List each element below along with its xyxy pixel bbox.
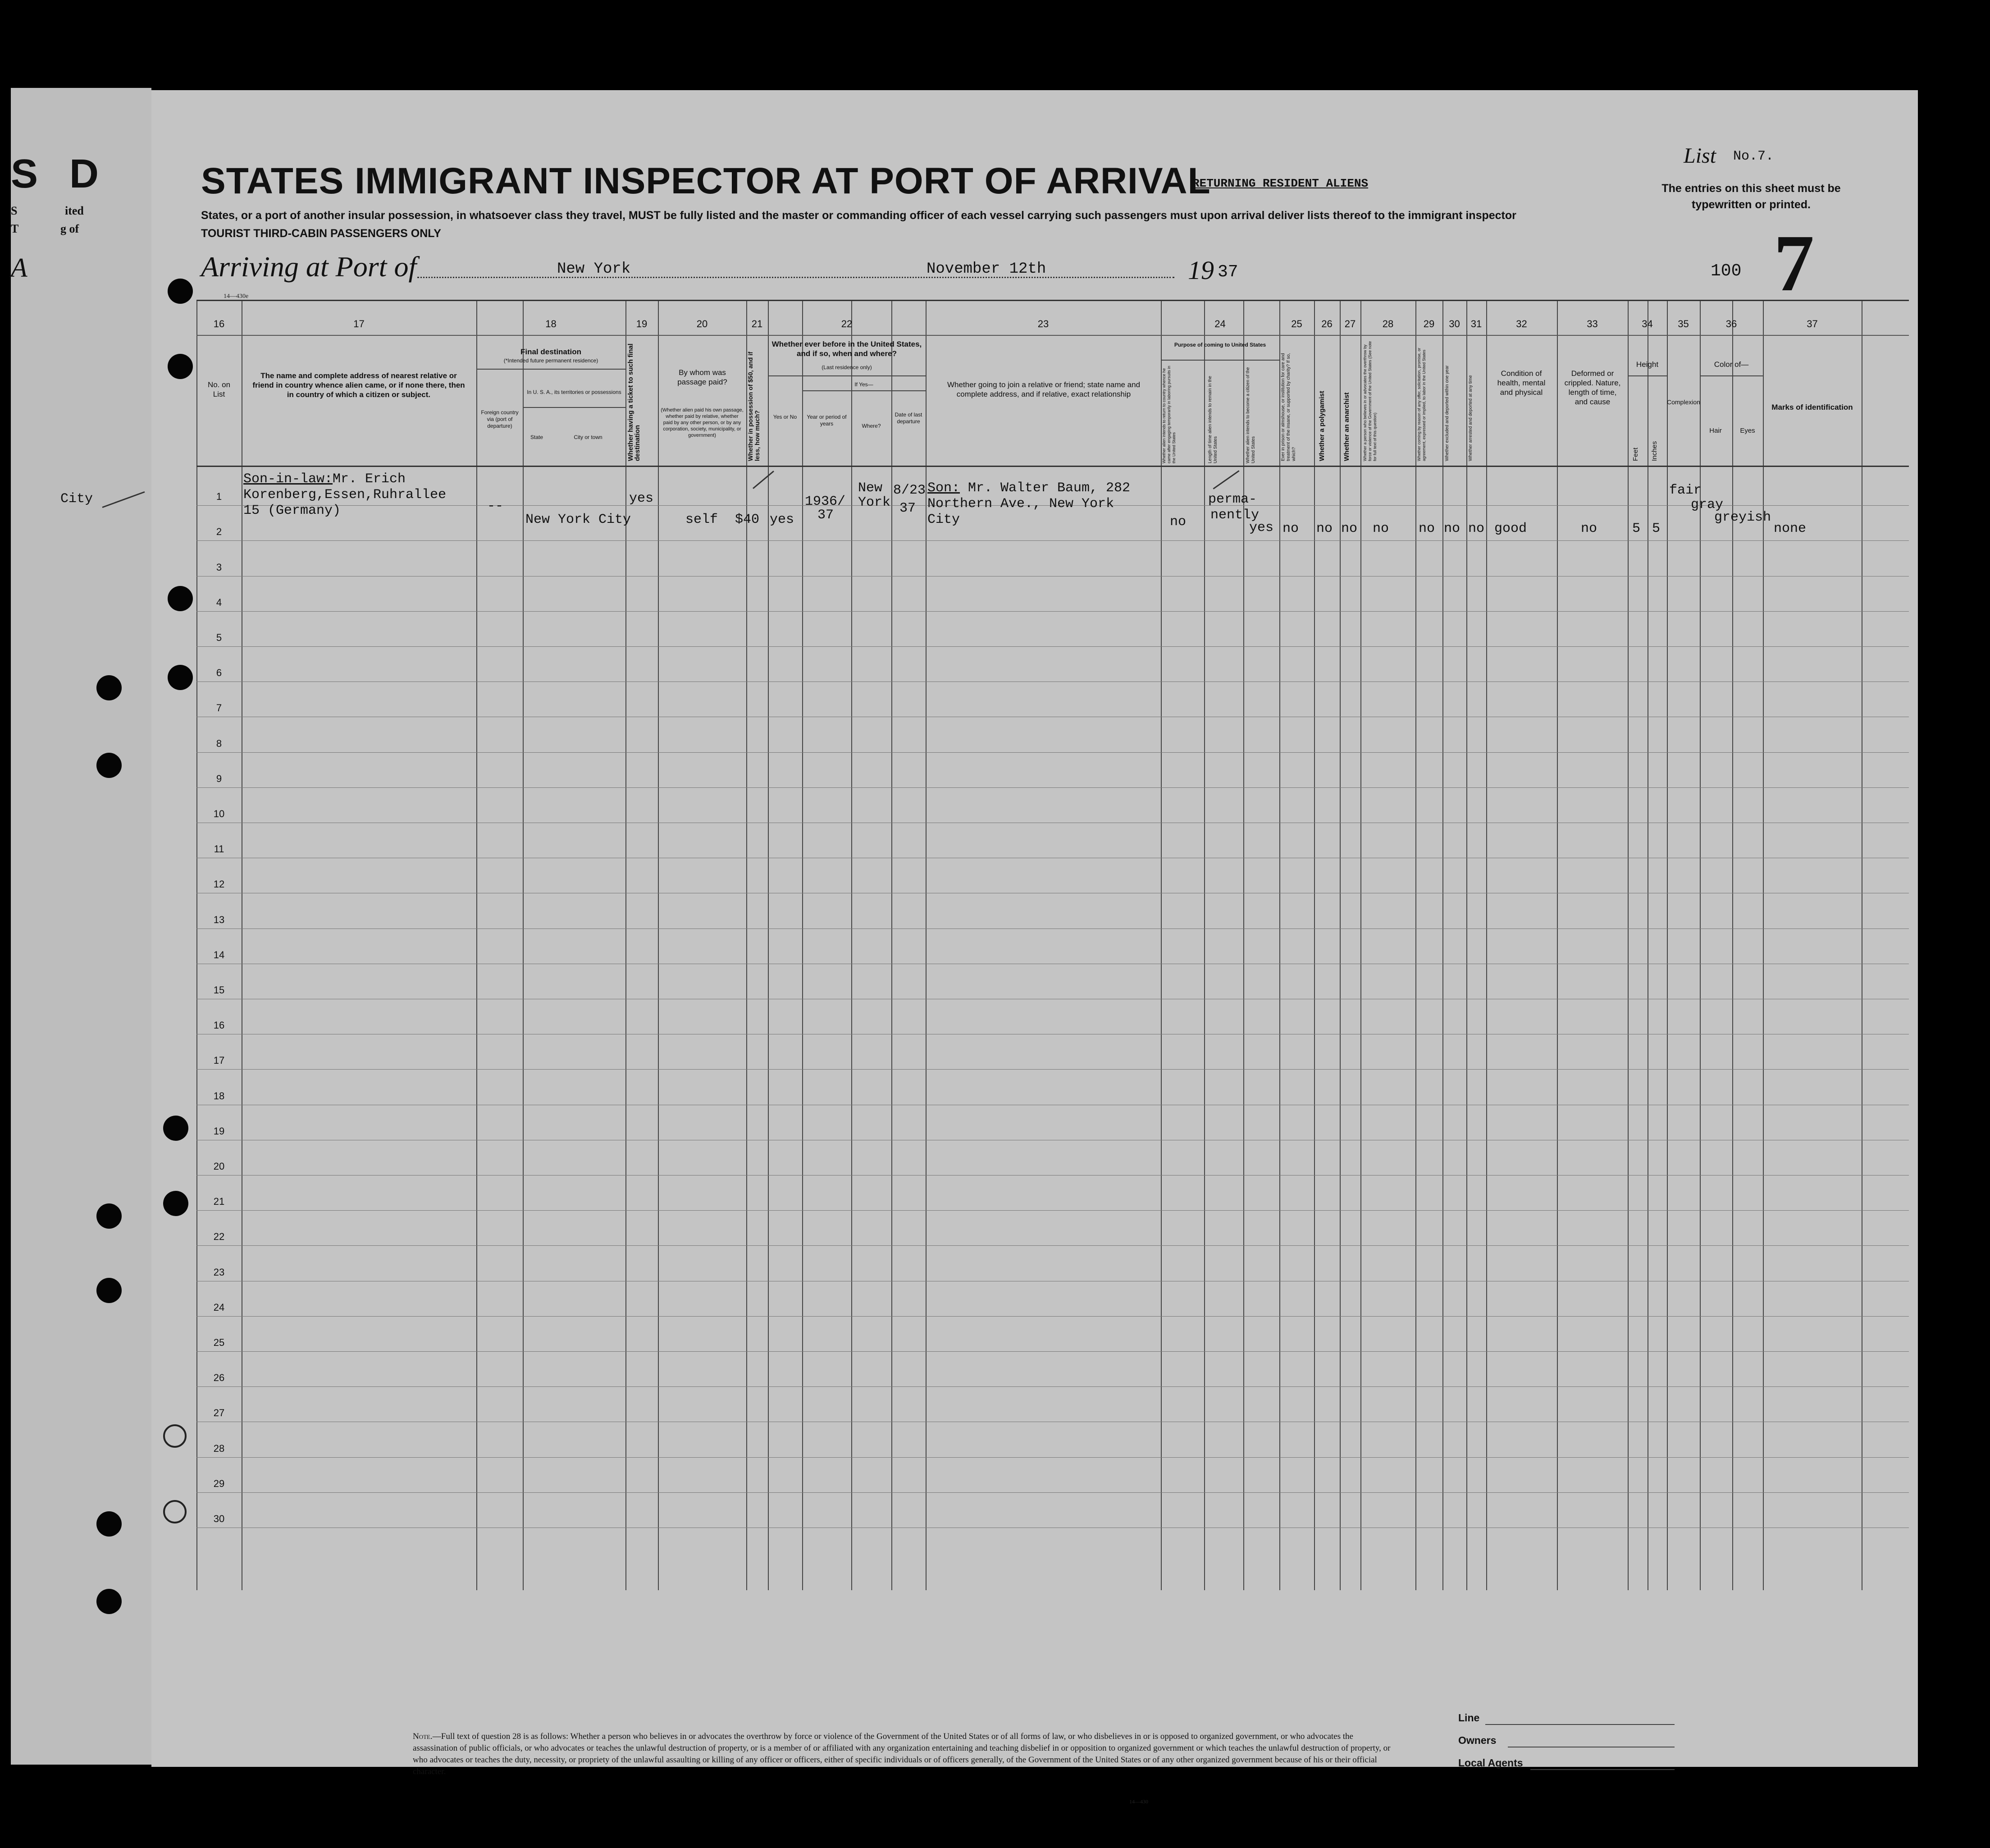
c18-sub-line xyxy=(476,369,625,370)
hdr-last-departure: Date of last departure xyxy=(895,412,922,425)
page-title: STATES IMMIGRANT INSPECTOR AT PORT OF ARRIVAL xyxy=(201,160,1211,201)
col-border xyxy=(1763,301,1764,1590)
entry-where-2: York xyxy=(858,495,891,510)
entry-hair: gray xyxy=(1691,497,1724,512)
entry-destination: New York City xyxy=(525,512,631,527)
hdr-final-destination-note: (*Intended future permanent residence) xyxy=(503,357,598,364)
hdr-prison: Ever in prison or almshouse, or institution for care and treatment of the insane, or supported by charity? If so, which? xyxy=(1281,353,1296,461)
hdr-final-destination: Final destination xyxy=(520,348,582,356)
table-row xyxy=(196,611,1909,612)
hdr-eyes: Eyes xyxy=(1740,427,1755,435)
colnum-24: 24 xyxy=(1214,318,1226,329)
entry-eyes: greyish xyxy=(1714,510,1771,525)
colnum-33: 33 xyxy=(1587,318,1598,329)
arrival-date: November 12th xyxy=(927,261,1046,278)
hdr-city: City or town xyxy=(574,434,602,440)
entry-feet: 5 xyxy=(1632,521,1641,536)
row-number: 20 xyxy=(213,1161,225,1172)
sheet-number: 7 xyxy=(1774,218,1814,308)
colnum-23: 23 xyxy=(1037,318,1049,329)
entry-foreign-via: -- xyxy=(487,499,504,514)
colnum-37: 37 xyxy=(1807,318,1818,329)
entry-polygamist: no xyxy=(1316,521,1333,536)
hdr-offer: Whether coming by reason of any offer, solicitation, promise, or agreement, expressed or implied, to labor in the United States xyxy=(1417,348,1426,461)
row-number: 17 xyxy=(213,1055,225,1066)
hdr-in-usa: In U. S. A., its territories or possessions xyxy=(527,389,621,395)
line-signature-line xyxy=(1485,1724,1675,1725)
c34-sub-line xyxy=(1628,375,1667,376)
hdr-excluded: Whether excluded and deported within one year xyxy=(1445,365,1450,461)
entry-where-1: New xyxy=(858,480,883,496)
col-border xyxy=(658,301,659,1590)
left-fragment-s: S xyxy=(11,151,38,197)
row-number: 9 xyxy=(216,773,222,784)
entry-last-departure-1: 8/23 xyxy=(893,483,926,498)
colnum-21: 21 xyxy=(751,318,763,329)
hdr-foreign-via: Foreign country via (port of departure) xyxy=(481,409,519,429)
left-fragment-a: A xyxy=(11,253,27,283)
table-row xyxy=(196,1175,1909,1176)
entry-marks: none xyxy=(1774,521,1807,536)
hdr-passage-paid-note: (Whether alien paid his own passage, whether paid by relative, whether paid by any other person, or by any corporation, society, municipality, or government) xyxy=(661,407,744,438)
list-note: The entries on this sheet must be typewritten or printed. xyxy=(1661,182,1841,211)
owners-label: Owners xyxy=(1458,1734,1497,1746)
row-number: 23 xyxy=(213,1266,225,1278)
manifest-sheet xyxy=(151,90,1918,1805)
entry-last-departure-2: 37 xyxy=(899,501,916,516)
hdr-polygamist: Whether a polygamist xyxy=(1318,391,1326,461)
entry-return-intent: no xyxy=(1170,514,1187,530)
col-border xyxy=(851,301,852,1590)
hdr-before-in-us-note: (Last residence only) xyxy=(822,364,872,371)
hdr-if-yes: If Yes— xyxy=(854,381,873,388)
year-prefix: 19 xyxy=(1188,256,1214,285)
table-row xyxy=(196,787,1909,788)
local-agents-label: Local Agents xyxy=(1458,1757,1523,1769)
table-row xyxy=(196,540,1909,541)
table-row xyxy=(196,752,1909,753)
agents-signature-line xyxy=(1530,1769,1675,1770)
entry-joining-label: Son: xyxy=(927,480,960,496)
header-bottom-line xyxy=(196,466,1909,467)
col-border xyxy=(1161,301,1162,1590)
hdr-height: Height xyxy=(1636,360,1659,369)
list-number: No.7. xyxy=(1733,149,1774,164)
hdr-anarchist: Whether an anarchist xyxy=(1343,392,1351,461)
row-number: 25 xyxy=(213,1337,225,1348)
check-slash xyxy=(1213,470,1239,489)
left-punch-hole xyxy=(96,1203,122,1229)
entry-citizen: yes xyxy=(1249,520,1274,535)
left-city-slash xyxy=(102,491,145,508)
row-number: 19 xyxy=(213,1125,225,1137)
entry-length-2: nently xyxy=(1210,508,1260,523)
row-number: 10 xyxy=(213,808,225,819)
hdr-year-period: Year or period of years xyxy=(807,414,847,427)
hdr-purpose-citizen: Whether alien intends to become a citizen of the United States xyxy=(1246,367,1256,463)
hdr-state: State xyxy=(530,434,543,440)
entry-health: good xyxy=(1494,521,1527,536)
col-border xyxy=(1279,301,1280,1590)
entry-arrested: no xyxy=(1468,521,1485,536)
entry-joining-line3: City xyxy=(927,512,960,527)
row-number: 6 xyxy=(216,667,222,679)
intro-line-1: States, or a port of another insular possession, in whatsoever class they travel, MUST be fully listed and the master or commanding officer of each vessel carrying such passengers must upon arrival deliver lists thereof to the immigrant inspector xyxy=(201,209,1516,222)
entry-excluded: no xyxy=(1444,521,1461,536)
hdr-fifty-dollars: Whether in possession of $50, and if less, how much? xyxy=(747,352,761,461)
punch-hole xyxy=(163,1116,188,1141)
col-border xyxy=(768,301,769,1590)
row-number: 24 xyxy=(213,1301,225,1313)
col-border xyxy=(1628,301,1629,1590)
colnum-22: 22 xyxy=(841,318,853,329)
row-number: 12 xyxy=(213,878,225,890)
hdr-no-on-list: No. on List xyxy=(207,380,231,398)
table-row xyxy=(196,1457,1909,1458)
row-number: 3 xyxy=(216,561,222,573)
colnum-19: 19 xyxy=(636,318,648,329)
hdr-joining-relative: Whether going to join a relative or friend; state name and complete address, and if relative, exact relationship xyxy=(947,380,1141,398)
hdr-complexion: Complexion xyxy=(1667,398,1700,406)
row-number: 1 xyxy=(216,491,222,503)
left-fragment-d: D xyxy=(69,151,99,197)
entry-complexion: fair xyxy=(1669,483,1702,498)
colnum-20: 20 xyxy=(696,318,708,329)
hdr-ticket: Whether having a ticket to such final destination xyxy=(627,343,641,461)
hdr-marks: Marks of identification xyxy=(1771,403,1853,412)
left-fragment-gof: g of xyxy=(60,222,79,235)
row-number: 4 xyxy=(216,596,222,608)
col-border xyxy=(746,301,747,1590)
row-number: 21 xyxy=(213,1196,225,1208)
row-number: 8 xyxy=(216,737,222,749)
hdr-where: Where? xyxy=(862,423,881,429)
colnum-16: 16 xyxy=(213,318,225,329)
row-number: 28 xyxy=(213,1442,225,1454)
row-number: 11 xyxy=(214,843,224,855)
table-row xyxy=(196,1245,1909,1246)
entry-money: $40 xyxy=(735,512,760,527)
entry-overthrow: no xyxy=(1373,521,1389,536)
table-row xyxy=(196,1386,1909,1387)
list-label: List xyxy=(1684,144,1716,168)
col-border xyxy=(1486,301,1487,1590)
col-border xyxy=(891,301,892,1590)
page-subtitle: RETURNING RESIDENT ALIENS xyxy=(1192,177,1369,190)
row-number: 5 xyxy=(216,632,222,643)
col-border xyxy=(1557,301,1558,1590)
table-row xyxy=(196,1316,1909,1317)
colnum-27: 27 xyxy=(1344,318,1356,329)
row-number: 2 xyxy=(216,526,222,538)
entry-anarchist: no xyxy=(1341,521,1358,536)
footnote-text: —Full text of question 28 is as follows: Whether a person who believes in or advocates the overthrow by force or violence of the Government of the United States or of all forms of law, or who disbelieves in or is opposed to organized government, or who advocates the assassination of public officials, or who advocates or teaches the unlawful destruction of property, or is a member of or affiliated with any organization entertaining and teaching disbelief in or opposition to organized government or which teaches the unlawful destruction of property, or who advocates or teaches the duty, necessity, or propriety of the unlawful assaulting or killing of any officer or officers, either of specific individuals or of officers generally, of the Government of the United States or of any other organized government because of his or their official character. xyxy=(413,1732,1391,1776)
colnum-34: 34 xyxy=(1642,318,1653,329)
colnum-17: 17 xyxy=(353,318,365,329)
row-number: 26 xyxy=(213,1372,225,1384)
col-border xyxy=(1667,301,1668,1590)
left-fragment-s2: S xyxy=(11,204,18,217)
hdr-deformed: Deformed or crippled. Nature, length of time, and cause xyxy=(1564,369,1621,406)
entry-year-period-1: 1936/ xyxy=(805,494,846,509)
c22-ifyes-line xyxy=(802,390,926,391)
row-number: 7 xyxy=(216,702,222,714)
entry-inches: 5 xyxy=(1652,521,1661,536)
arriving-dotted-line xyxy=(417,277,1174,278)
punch-hole xyxy=(163,1191,188,1216)
row-number: 16 xyxy=(213,1020,225,1031)
entry-relative-line3: 15 (Germany) xyxy=(243,503,341,518)
hdr-hair: Hair xyxy=(1709,427,1722,435)
table-row xyxy=(196,1492,1909,1493)
row-number: 29 xyxy=(213,1477,225,1489)
hdr-purpose-return: Whether alien intends to return to country whence he came after engaging temporarily in laboring pursuits in the United States xyxy=(1162,366,1176,463)
left-fragment-ited: ited xyxy=(65,204,84,217)
punch-hole xyxy=(168,665,193,690)
form-code: 14—430e xyxy=(224,293,249,300)
colnum-36: 36 xyxy=(1725,318,1737,329)
hdr-yes-or-no: Yes or No xyxy=(773,414,797,420)
hdr-color-of: Color of— xyxy=(1714,360,1749,369)
c22-sub-line xyxy=(768,375,926,376)
form-number: 14—430 xyxy=(1129,1798,1148,1805)
col-border xyxy=(1314,301,1315,1590)
left-punch-hole xyxy=(96,1511,122,1537)
row-number: 27 xyxy=(213,1407,225,1419)
entry-paid-by: self xyxy=(685,512,718,527)
entry-joining-line2: Northern Ave., New York xyxy=(927,496,1114,512)
left-punch-hole xyxy=(96,675,122,700)
col-border xyxy=(1442,301,1443,1590)
col-border xyxy=(1732,301,1733,1590)
footnote-label: Note. xyxy=(413,1732,433,1741)
col-border xyxy=(476,301,477,1590)
left-fragment-t: T xyxy=(11,222,19,235)
entry-offer: no xyxy=(1419,521,1435,536)
col-border xyxy=(1466,301,1467,1590)
colnum-31: 31 xyxy=(1470,318,1482,329)
row-number: 22 xyxy=(213,1231,225,1243)
left-city: City xyxy=(60,491,93,507)
col-border xyxy=(1204,301,1205,1590)
hdr-nearest-relative: The name and complete address of nearest relative or friend in country whence alien came, or if none there, then in country of which a citizen or subject. xyxy=(252,371,465,399)
colnum-30: 30 xyxy=(1449,318,1460,329)
entry-prison: no xyxy=(1283,521,1299,536)
punch-hole xyxy=(163,1424,187,1448)
hdr-health: Condition of health, mental and physical xyxy=(1497,369,1546,397)
col-border xyxy=(802,301,803,1590)
table-row xyxy=(196,1351,1909,1352)
row-number: 18 xyxy=(213,1090,225,1102)
col-border xyxy=(926,301,927,1590)
hdr-before-in-us: Whether ever before in the United States, and if so, when and where? xyxy=(771,340,922,358)
hdr-arrested: Whether arrested and deported at any time xyxy=(1468,375,1473,461)
hdr-feet: Feet xyxy=(1632,447,1639,461)
col-border xyxy=(625,301,626,1590)
footnote xyxy=(413,1731,1395,1778)
c18-usa-line xyxy=(523,407,625,408)
col-border xyxy=(1340,301,1341,1590)
left-punch-hole xyxy=(96,753,122,778)
entry-relative-line1: Mr. Erich xyxy=(333,471,406,487)
intro-line-2: TOURIST THIRD-CABIN PASSENGERS ONLY xyxy=(201,227,441,240)
entry-relative-line2: Korenberg,Essen,Ruhrallee xyxy=(243,487,447,503)
punch-hole xyxy=(168,279,193,304)
row-number: 15 xyxy=(213,984,225,996)
hdr-passage-paid: By whom was passage paid? xyxy=(677,368,727,386)
left-punch-hole xyxy=(96,1278,122,1303)
left-punch-hole xyxy=(96,1589,122,1614)
table-row xyxy=(196,1069,1909,1070)
colnum-18: 18 xyxy=(545,318,557,329)
hdr-overthrow: Whether a person who believes in or advocates the overthrow by force or violence of the Government of the United States (See note for full text of this question) xyxy=(1363,341,1377,461)
col-border xyxy=(1360,301,1361,1590)
row-number: 14 xyxy=(213,949,225,961)
line-label: Line xyxy=(1458,1712,1480,1724)
colnum-28: 28 xyxy=(1382,318,1394,329)
punch-hole xyxy=(163,1500,187,1523)
hdr-purpose: Purpose of coming to United States xyxy=(1174,342,1266,348)
colnum-26: 26 xyxy=(1321,318,1333,329)
entry-before-in-us: yes xyxy=(770,512,794,527)
c24-sub-line xyxy=(1161,360,1279,361)
count: 100 xyxy=(1711,261,1742,281)
c36-sub-line xyxy=(1700,375,1763,376)
intro-text xyxy=(201,206,1688,242)
colnum-separator xyxy=(196,335,1909,336)
punch-hole xyxy=(168,354,193,379)
row-number: 30 xyxy=(213,1513,225,1524)
entry-deformed: no xyxy=(1581,521,1597,536)
entry-length-1: perma- xyxy=(1208,492,1257,507)
colnum-29: 29 xyxy=(1423,318,1435,329)
arrival-port: New York xyxy=(557,261,631,278)
entry-year-period-2: 37 xyxy=(817,508,834,523)
left-page-fragment xyxy=(11,88,151,1765)
year-suffix: 37 xyxy=(1218,262,1238,282)
col-border xyxy=(1415,301,1416,1590)
table-row xyxy=(196,646,1909,647)
punch-hole xyxy=(168,586,193,611)
colnum-25: 25 xyxy=(1291,318,1302,329)
col-border xyxy=(523,301,524,1590)
row-number: 13 xyxy=(213,914,225,925)
entry-joining-line1: Mr. Walter Baum, 282 xyxy=(968,480,1131,496)
manifest-table xyxy=(196,300,1909,1590)
entry-ticket: yes xyxy=(629,491,654,506)
hdr-purpose-length: Length of time alien intends to remain in the United States xyxy=(1208,375,1218,463)
entry-relative-label: Son-in-law: xyxy=(243,471,333,487)
check-slash xyxy=(753,471,774,489)
arriving-label: Arriving at Port of xyxy=(201,251,417,283)
colnum-32: 32 xyxy=(1516,318,1527,329)
hdr-inches: Inches xyxy=(1651,441,1658,461)
colnum-35: 35 xyxy=(1678,318,1689,329)
table-row xyxy=(196,1210,1909,1211)
